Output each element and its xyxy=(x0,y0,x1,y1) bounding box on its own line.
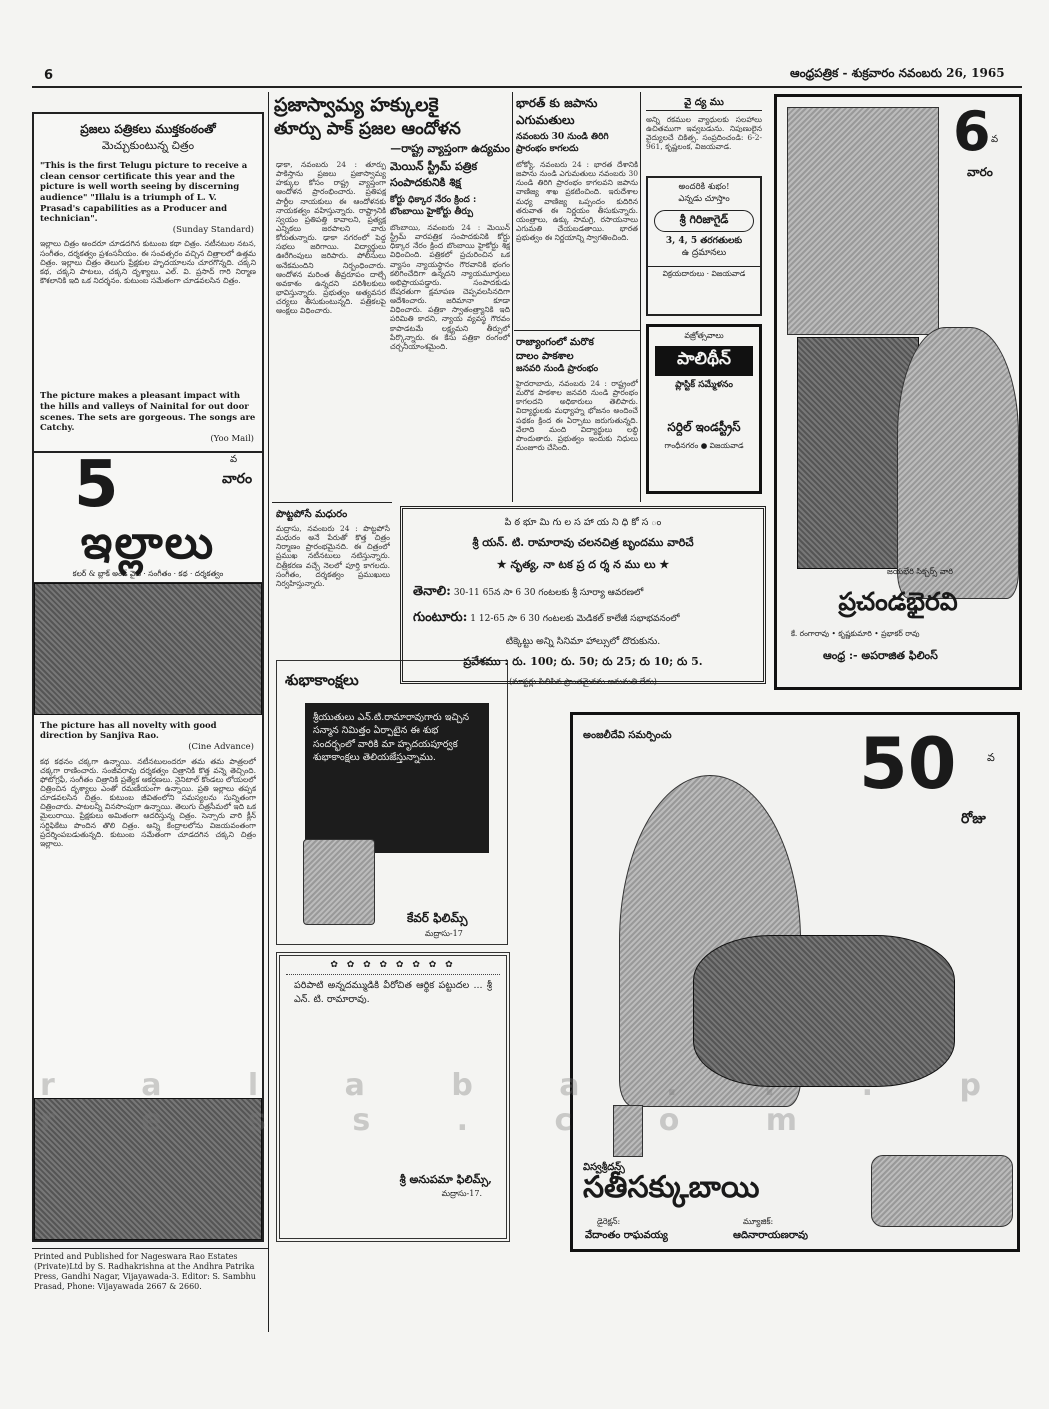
city-guntur: గుంటూరు: xyxy=(413,610,468,625)
news-japan-exports xyxy=(516,96,638,330)
news-body-mainstream: బొంబాయి, నవంబరు 24 : మెయిన్ స్ట్రీమ్ వారపత్రిక సంపాదకునికి కోర్టు ధిక్కార నేరం క్రింద బొంబాయి హైకోర్టు శిక్ష విధించింది. పత్రికలో ప్రచురించిన ఒక వ్యాసం న్యాయస్థానం గౌరవానికి భంగం కలిగించేదిగా ఉన్నదని న్యాయమూర్తులు అభిప్రాయపడ్డారు. సంపాదకుడు బేషరతుగా క్షమాపణ చెప్పవలసినదిగా ఆదేశించారు. జరిమానా కూడా విధించారు. పత్రికా స్వాతంత్ర్యానికి ఇది పరిమితి కాదని, న్యాయ వ్యవస్థ గౌరవం కాపాడటమే లక్ష్యమని తీర్పులో పేర్కొన్నారు. ఈ కేసు పత్రికా రంగంలో చర్చనీయాంశమైంది. xyxy=(390,223,510,351)
director-label: డైరెక్షన్: xyxy=(597,1217,621,1226)
week-suffix: వ xyxy=(230,453,238,465)
mid-headline-2: సంపాదకునికి శిక్ష xyxy=(390,176,462,189)
headline-line-1: భారత్ కు జపాను xyxy=(516,96,598,110)
anupama-from: శ్రీ అనుపమా ఫిలిమ్స్, xyxy=(399,1173,492,1186)
ntr-portrait xyxy=(303,839,375,925)
ntr-performance-notice xyxy=(400,506,766,684)
short-headline: పొట్టపోసే మధురం xyxy=(276,509,348,520)
medical-notice xyxy=(646,96,762,177)
week-number: 5 xyxy=(74,447,119,522)
greeting-from: కేవర్ ఫిలిమ్స్ xyxy=(407,911,468,925)
greeting-title: శుభాకాంక్షలు xyxy=(285,671,359,689)
masthead: ఆంధ్రపత్రిక - శుక్రవారం నవంబరు 26, 1965 xyxy=(790,66,1005,80)
news-body-short: మద్రాసు, నవంబరు 24 : పొట్టపోసే మధురం అనే పేరుతో కొత్త చిత్రం నిర్మాణం ప్రారంభమైనది. ఈ చిత్రంలో ప్రముఖ నటీనటులు నటిస్తున్నారు. చిత్రీకరణ వచ్చే నెలలో పూర్తి కాగలదు. సంగీతం, దర్శకత్వం ప్రముఖులు నిర్వహిస్తున్నారు. xyxy=(276,524,390,588)
notice-line-2: శ్రీ యన్. టి. రామారావు చలనచిత్ర బృందము వారిచే xyxy=(472,536,694,549)
ad-company: సర్దిల్ ఇండస్ట్రీస్ xyxy=(667,420,741,434)
greeting-city: మద్రాసు-17 xyxy=(425,929,463,938)
rule xyxy=(272,502,392,503)
giri-title: శ్రీ గిరిజాగైడ్ xyxy=(654,210,754,232)
mid-headline-1: మెయిన్ స్ట్రీమ్ పత్రిక xyxy=(390,160,478,173)
presenter: విస్వశ్రీదన్స్ xyxy=(583,1162,625,1173)
film-title-illalu: ఇల్లాలు xyxy=(80,514,216,569)
anupama-city: మద్రాసు-17. xyxy=(441,1189,482,1198)
ad-label: వజ్రోత్సవాలు xyxy=(684,331,724,340)
ad-title: పాలిథీన్ xyxy=(655,346,753,376)
news-body-kitchen: హైదరాబాదు, నవంబరు 24 : రాష్ట్రంలో మరొక పాకశాల జనవరి నుండి ప్రారంభం కాగలదని అధికారులు తెలిపారు. విద్యార్థులకు మధ్యాహ్న భోజనం అందించే పథకం క్రింద ఈ ఏర్పాటు జరుగుతున్నది. వేలాది మంది విద్యార్థులు లబ్ధి పొందుతారు. ప్రభుత్వం ఇందుకు నిధులు మంజూరు చేసింది. xyxy=(516,379,638,452)
quote-title-2: మెచ్చుకుంటున్న చిత్రం xyxy=(101,139,195,152)
court-line-2: బొంబాయి హైకోర్టు తీర్పు xyxy=(390,207,474,217)
column-rule xyxy=(512,92,513,502)
telugu-reviews-block: ఇల్లాలు చిత్రం అందరూ చూడదగిన కుటుంబ కథా చిత్రం. నటీనటుల నటన, సంగీతం, దర్శకత్వం ప్రశంసనీయం. ఈ సంవత్సరం వచ్చిన చిత్రాలలో ఉత్తమ చిత్రం. ఇల్లాలు చిత్రం తెలుగు ప్రేక్షకుల హృదయాలను చూరగొన్నది. చక్కని కథ, చక్కని పాటలు, చక్కని దృశ్యాలు. ఎల్. వి. ప్రసాద్ గారి నిర్మాణ కౌశలానికి ఇది ఒక నిదర్శనం. కుటుంబ సమేతంగా చూడవలసిన చిత్రం. xyxy=(40,239,256,285)
telugu-reviews-block-2: కథ కథనం చక్కగా ఉన్నాయి. నటీనటులందరూ తమ తమ పాత్రలలో చక్కగా రాణించారు. సంజీవరావు దర్శకత్వం చిత్రానికి కొత్త వన్నె తెచ్చింది. ఫోటోగ్రఫీ, సంగీతం చిత్రానికి ప్రత్యేక ఆకర్షణలు. నైనిటాల్ కొండలు లోయలలో చిత్రించిన దృశ్యాలు ఎంతో రమణీయంగా ఉన్నాయి. ప్రతి ఇల్లాలు తప్పక చూడవలసిన చిత్రం. కుటుంబ జీవితంలోని సమస్యలను సున్నితంగా చిత్రించారు. పాటలన్నీ వినసొంపుగా ఉన్నాయి. తెలుగు చిత్రసీమలో ఇది ఒక మైలురాయి. ప్రేక్షకులు అమితంగా ఆదరిస్తున్న చిత్రం. సెన్సారు వారి క్లీన్ సర్టిఫికేటు పొందిన తొలి చిత్రం. అన్ని కేంద్రాలలోను విజయవంతంగా ప్రదర్శింపబడుతున్నది. కుటుంబ సమేతంగా చూడదగిన చక్కని చిత్రం ఇల్లాలు. xyxy=(40,756,256,848)
review-source: (Sunday Standard) xyxy=(172,224,254,235)
court-line-1: కోర్టు ధిక్కార నేరం క్రింద : xyxy=(390,195,477,205)
subheadline: నవంబరు 30 నుండి తిరిగి ప్రారంభం కాగలదు xyxy=(516,132,609,154)
director-name: వేదాంతం రాఘవయ్య xyxy=(585,1230,668,1241)
day-word: రోజు xyxy=(961,811,986,827)
header-rule xyxy=(32,86,1022,88)
film-title-sathi-sakkubai: సతీసక్కుబాయి xyxy=(583,1170,760,1205)
ad-city: గాంధీనగరం ● విజయవాడ xyxy=(664,441,744,450)
news-kitchen xyxy=(516,336,638,497)
notice-guntur xyxy=(413,610,753,628)
imprint: Printed and Published for Nageswara Rao Estates (Private)Ltd by S. Radhakrishna at the Andhra Patrika Press, Gandhi Nagar, Vijayawada-3. Editor: S. Sambhu Prasad, Phone: Vijayawada 2667 & 2660. xyxy=(34,1252,256,1291)
news-body-left: ఢాకా, నవంబరు 24 : తూర్పు పాకిస్తాను ప్రజలు ప్రజాస్వామ్య హక్కుల కోసం రాష్ట్ర వ్యాప్తంగా ఆందోళన ప్రారంభించారు. ప్రతిపక్ష పార్టీల నాయకులు ఈ ఆందోళనకు నాయకత్వం వహిస్తున్నారు. రాష్ట్రానికి స్వయం ప్రతిపత్తి కావాలని, ప్రత్యక్ష ఎన్నికలు జరపాలని వారు కోరుతున్నారు. ఢాకా నగరంలో పెద్ద సభలు జరిగాయి. విద్యార్థులు ఊరేగింపులు జరిపారు. పోలీసులు అనేకమందిని నిర్బంధించారు. ఆందోళన మరింత తీవ్రరూపం దాల్చే అవకాశం ఉన్నదని పరిశీలకులు భావిస్తున్నారు. ప్రభుత్వం అత్యవసర చర్యలు తీసుకుంటున్నది. పత్రికలపై ఆంక్షలు విధించారు. xyxy=(276,160,386,316)
section-head-3: జనవరి నుండి ప్రారంభం xyxy=(516,364,599,374)
subheadline: —రాష్ట్ర వ్యాప్తంగా ఉద్యమం xyxy=(390,142,510,155)
section-head-2: దాలం పాకశాల xyxy=(516,351,574,362)
notice-tenali xyxy=(413,584,753,602)
ad-label: అంజలీదేవి సమర్పించు xyxy=(583,730,672,741)
news-east-pak xyxy=(274,96,510,158)
anupama-text: పరిపాటి అన్నదమ్ముడికి వీరోచిత ఆర్థిక పట్టుదల ... శ్రీ ఎన్. టి. రామారావు. xyxy=(294,980,492,1005)
section-head-1: రాజ్యాంగంలో మరొక xyxy=(516,337,594,348)
watermark: r a l a b a . . . p r e s s . c o m xyxy=(40,1068,1019,1138)
music-label: మ్యూజిక్: xyxy=(743,1217,774,1226)
column-rule xyxy=(268,92,269,1332)
film-title-prachanda-bhairavi: ప్రచండభైరవి xyxy=(838,587,958,616)
prachanda-bhairavi-ad xyxy=(774,94,1022,690)
week-word: వారం xyxy=(222,470,253,487)
review-cine-advance: The picture has all novelty with good direction by Sanjiva Rao. xyxy=(40,720,217,742)
column-rule xyxy=(640,92,641,502)
giri-text-3: 3, 4, 5 తరగతులకు xyxy=(665,236,743,246)
headline-line-2: తూర్పు పాక్ ప్రజల ఆందోళన xyxy=(274,119,461,139)
giri-text-2: ఎన్నడు చూస్తాం xyxy=(678,194,730,204)
day-suffix: వ xyxy=(987,751,995,764)
headline-line-1: ప్రజాస్వామ్య హక్కులకై xyxy=(274,94,439,116)
notice-tickets: టిక్కెట్టు అన్ని సినిమా హాల్సులో దొరుకును. xyxy=(505,636,661,647)
review-sunday-standard: "This is the first Telugu picture to receive a clean censor certificate this year and the picture is well worth seeing by discerning audience" "Illalu is a triumph of L. V. Prasad's capabilities as a Producer and technician". xyxy=(40,161,248,225)
girija-guide-ad xyxy=(646,176,762,316)
notice-performances: నృత్య, నా టక ప్ర ద ర్శ న ము లు xyxy=(510,558,656,571)
news-body-japan: టోక్యో, నవంబరు 24 : భారత దేశానికి జపాను నుండి ఎగుమతులు నవంబరు 30 నుండి తిరిగి ప్రారంభం కాగలవని జపాను వాణిజ్య శాఖ ప్రకటించింది. ఇరుదేశాల మధ్య వాణిజ్య ఒప్పందం కుదిరిన తరువాత ఈ నిర్ణయం తీసుకున్నారు. యంత్రాలు, ఉక్కు సామగ్రి, రసాయనాలు ఎగుమతి చేయబడతాయి. భారత ప్రభుత్వం ఈ నిర్ణయాన్ని స్వాగతించింది. xyxy=(516,160,638,243)
notice-footnote: (మాస్టర్లు పిలిపిన ప్రాంతమైనను అనుమతి లేదు) xyxy=(509,677,657,686)
credits-line: కలర్ & బ్లాక్ అండ్ వైట్ · సంగీతం · కథ · దర్శకత్వం xyxy=(34,569,262,583)
poster-photo-demon xyxy=(897,327,1019,599)
guntur-schedule: 1 12-65 సా 6 30 గంటలకు మెడికల్ కాలేజీ సభాభవనంలో xyxy=(470,614,680,624)
small-heading: వై ద్య ము xyxy=(646,96,762,111)
quote-title-1: ప్రజలు పత్రికలు ముక్తకంఠంతో xyxy=(80,122,216,136)
tenali-schedule: 30-11 65న సా 6 30 గంటలకు శ్రీ సూర్యా ఆవరణలో xyxy=(453,588,644,598)
ornament: ✿ ✿ ✿ ✿ ✿ ✿ ✿ ✿ xyxy=(286,960,500,975)
week-number: 6 xyxy=(953,100,991,163)
rule xyxy=(514,330,640,331)
publisher-line: విక్రయదారులు · విజయవాడ xyxy=(648,266,760,278)
ad-sub: ప్లాస్టిక్ సమ్మేళనం xyxy=(675,380,733,390)
actor-portraits xyxy=(871,1155,1013,1227)
headline-line-2: ఎగుమతులు xyxy=(516,113,575,127)
medical-body: అన్ని రకముల వ్యాధులకు సలహాలు ఉచితముగా ఇవ్వబడును. నిపుణులైన వైద్యులచే చికిత్స. సంప్రదించండి: 6-2-961, కృష్ణలంక, విజయవాడ. xyxy=(646,115,762,152)
cast-line: కే. రంగారావు • కృష్ణకుమారి • ప్రభాకర్ రావు xyxy=(791,629,920,638)
week-word: వారం xyxy=(967,165,993,179)
greetings-ad xyxy=(276,660,508,945)
polythene-ad xyxy=(646,324,762,494)
greeting-board: శ్రీయుతులు ఎన్.టి.రామారావుగారు ఇచ్చిన సన్మాన నిమిత్తం ఏర్పాటైన ఈ శుభ సందర్భంలో వారికి మా హృదయపూర్వక శుభాకాంక్షలు తెలియజేస్తున్నాము. xyxy=(305,703,489,853)
sathi-sakkubai-ad xyxy=(570,712,1020,1252)
imprint-rule xyxy=(32,1248,268,1249)
page-number: 6 xyxy=(44,68,54,83)
review-source: (Cine Advance) xyxy=(188,741,254,752)
producer-line: జయభేరి సిక్చర్స్ వారి xyxy=(887,567,953,576)
review-yoo-mail: The picture makes a pleasant impact with the hills and valleys of Nainital for out door scenes. The sets are gorgeous. The songs are Catchy. xyxy=(40,391,256,434)
notice-line-1: పి ఠ భూ మి గు ల స హా య ని ధి కో స ం xyxy=(504,517,662,528)
notice-line-3: ★ నృత్య, నా టక ప్ర ద ర్శ న ము లు ★ xyxy=(496,558,670,571)
city-tenali: తెనాలి: xyxy=(413,584,451,599)
film-still-photo xyxy=(34,583,262,715)
distributor-line: ఆంధ్ర :- అపరాజిత ఫిలింస్ xyxy=(823,649,938,662)
deity-photo xyxy=(693,935,955,1087)
review-source: (Yoo Mail) xyxy=(210,433,254,444)
giri-text-4: ఉ ద్రమానలు xyxy=(681,248,727,258)
day-number: 50 xyxy=(859,723,957,805)
news-mainstream xyxy=(390,160,510,488)
week-suffix: వ xyxy=(991,134,999,145)
giri-text-1: అందరికి శుభం! xyxy=(678,182,730,192)
music-director: ఆదినారాయణరావు xyxy=(733,1230,808,1241)
poster-photo-top xyxy=(787,107,939,335)
notice-prices: ప్రవేశము : రు. 100; రు. 50; రు 25; రు 10; రు 5. xyxy=(463,655,703,668)
